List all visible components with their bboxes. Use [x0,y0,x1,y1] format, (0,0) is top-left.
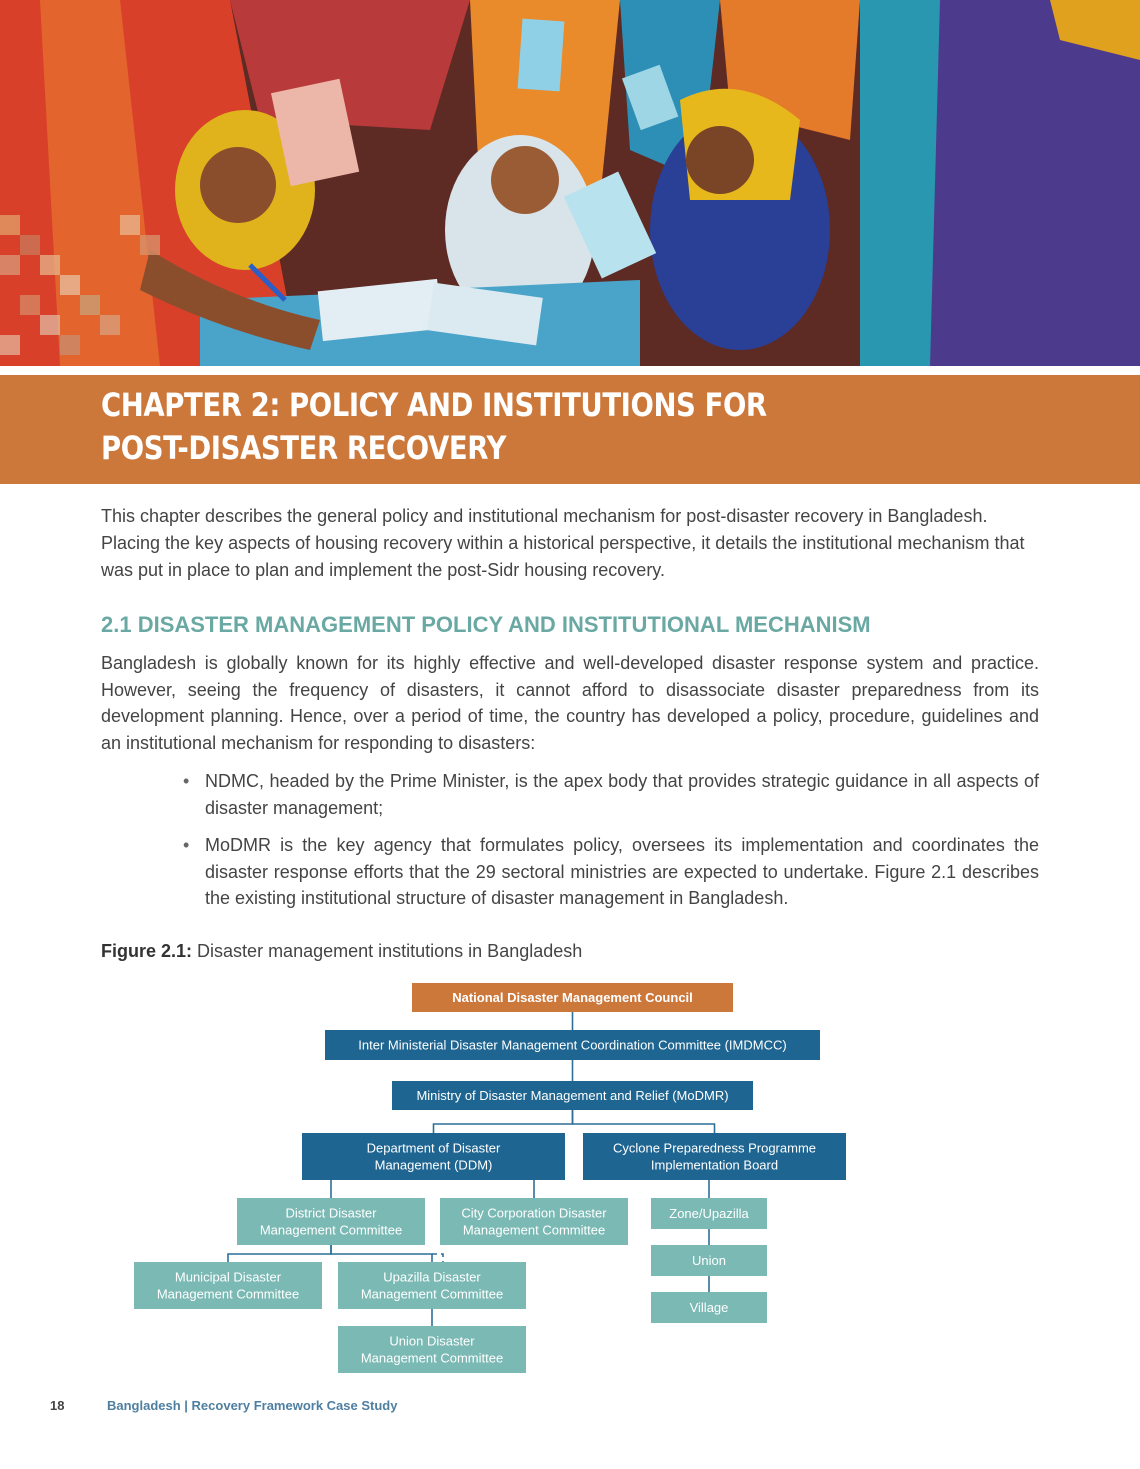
org-node-label: Zone/Upazilla [669,1206,749,1221]
connector-modmr-ddm [434,1110,573,1133]
connector-dashed-upazilla [432,1254,443,1262]
connector-modmr-cpp [573,1110,715,1133]
org-node-municipal [134,1262,322,1309]
chapter-title-line1: CHAPTER 2: POLICY AND INSTITUTIONS FOR [101,386,767,424]
org-node-cpp [583,1133,846,1180]
org-node-label: Union [692,1253,726,1268]
org-node-label: Inter Ministerial Disaster Management Coordination Committee (IMDMCC) [358,1037,787,1053]
org-node-ndmc [412,983,733,1012]
org-node-city [440,1198,628,1245]
bullet-text: MoDMR is the key agency that formulates policy, oversees its implementation and coordinates the disaster response efforts that the 29 sectoral ministries are expected to undertake. Figure 2.1 describes the existing institutional structure of disaster management in Bangladesh. [205,835,1039,908]
org-node-label: Department of Disaster [366,1140,501,1156]
org-chart-nodes [134,983,846,1373]
cover-photo-illustration [0,0,1140,366]
page-number: 18 [50,1398,65,1413]
section-paragraph: Bangladesh is globally known for its highly effective and well-developed disaster response system and practice. However, seeing the frequency of disasters, it cannot afford to disassociate disaster preparedness from its development planning. Hence, over a period of time, the country has developed a policy, procedure, guidelines and an institutional mechanism for responding to disasters: [101,653,1039,753]
figure-caption-text: Disaster management institutions in Bangladesh [197,941,583,961]
bullet-item [183,832,1039,912]
bullet-list [183,768,1039,923]
footer-text: Bangladesh | Recovery Framework Case Study [107,1398,398,1413]
cover-photo [0,0,1140,366]
org-node-zone [651,1198,767,1229]
chapter-title [101,384,767,470]
org-node-label: Management Committee [462,1222,606,1238]
org-node-village [651,1292,767,1323]
org-node-district [237,1198,425,1245]
org-node-label: City Corporation Disaster [461,1205,607,1221]
section-heading: 2.1 DISASTER MANAGEMENT POLICY AND INSTITUTIONAL MECHANISM [101,612,871,637]
org-node-label: Management Committee [360,1286,504,1302]
org-node-label: National Disaster Management Council [452,990,693,1005]
org-node-label: Ministry of Disaster Management and Relief (MoDMR) [416,1088,729,1103]
bullet-icon: • [183,771,190,791]
org-node-label: Municipal Disaster [174,1269,282,1285]
org-node-label: Management Committee [360,1350,504,1366]
org-node-label: Cyclone Preparedness Programme [612,1140,817,1156]
figure-caption [101,941,582,962]
org-node-label: Union Disaster [389,1333,475,1349]
org-node-modmr [392,1081,753,1110]
org-node-label: Management Committee [156,1286,300,1302]
org-node-ddm [302,1133,565,1180]
bullet-item [183,768,1039,821]
connector-district-upazilla [331,1245,432,1262]
org-node-union-dmc [338,1326,526,1373]
figure-label: Figure 2.1: [101,941,193,961]
org-node-union-cpp [651,1245,767,1276]
org-node-label: Village [689,1300,729,1315]
org-node-label: Implementation Board [650,1157,779,1173]
bullet-icon: • [183,835,190,855]
org-node-imdmcc [325,1030,820,1060]
org-chart [0,975,1140,1385]
connector-district-municipal [228,1245,331,1262]
org-node-label: Management (DDM) [374,1157,493,1173]
bullet-text: NDMC, headed by the Prime Minister, is the apex body that provides strategic guidance in all aspects of disaster management; [205,771,1039,818]
intro-paragraph: This chapter describes the general policy and institutional mechanism for post-disaster recovery in Bangladesh. Placing the key aspects of housing recovery within a historical perspective, it details the institutional mechanism that was put in place to plan and implement the post-Sidr housing recovery. [101,506,1025,580]
org-node-label: Management Committee [259,1222,403,1238]
org-node-label: Upazilla Disaster [383,1269,481,1285]
org-node-label: District Disaster [285,1205,377,1221]
chapter-title-line2: POST-DISASTER RECOVERY [101,429,506,467]
org-node-upazilla [338,1262,526,1309]
